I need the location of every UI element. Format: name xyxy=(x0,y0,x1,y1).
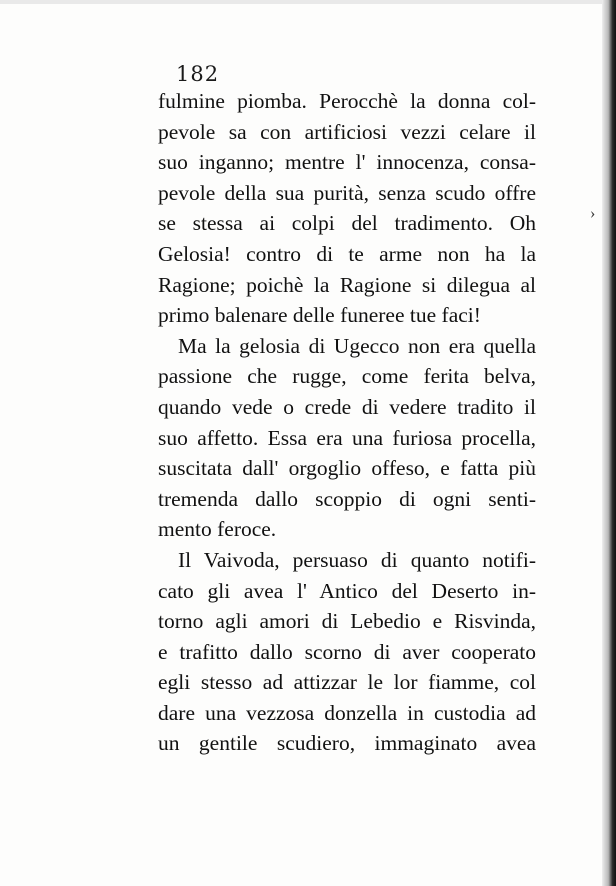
text-line-22: un gentile scudiero, immaginato avea xyxy=(158,731,536,756)
text-line-21: dare una vezzosa donzella in custodia ad xyxy=(158,700,536,725)
text-line-7: Ragione; poichè la Ragione si dilegua al xyxy=(158,272,536,297)
text-line-2: pevole sa con artificiosi vezzi celare il xyxy=(158,119,536,144)
text-line-1: fulmine piomba. Perocchè la donna col- xyxy=(158,89,536,113)
text-line-14: tremenda dallo scoppio di ogni senti- xyxy=(158,486,536,511)
page-top-edge xyxy=(0,0,616,4)
text-line-4: pevole della sua purità, senza scudo offre xyxy=(158,180,536,205)
text-line-16: Il Vaivoda, persuaso di quanto notifi- xyxy=(178,547,536,572)
text-line-12: suo affetto. Essa era una furiosa procella, xyxy=(158,425,536,450)
body-text xyxy=(158,86,536,759)
page-number: 182 xyxy=(176,62,220,86)
text-line-6: Gelosia! contro di te arme non ha la xyxy=(158,241,536,266)
text-line-18: torno agli amori di Lebedio e Risvinda, xyxy=(158,609,536,634)
text-line-10: passione che rugge, come ferita belva, xyxy=(158,364,536,389)
text-line-13: suscitata dall' orgoglio offeso, e fatta più xyxy=(158,456,536,481)
text-line-11: quando vede o crede di vedere tradito il xyxy=(158,394,536,419)
book-spine-shadow xyxy=(602,0,616,886)
text-line-15: mento feroce. xyxy=(158,517,277,542)
margin-mark: › xyxy=(590,205,596,222)
text-line-8: primo balenare delle funeree tue faci! xyxy=(158,303,481,328)
text-line-3: suo inganno; mentre l' innocenza, consa- xyxy=(158,150,536,175)
text-line-9: Ma la gelosia di Ugecco non era quella xyxy=(178,333,536,358)
text-line-20: egli stesso ad attizzar le lor fiamme, col xyxy=(158,670,536,695)
text-line-19: e trafitto dallo scorno di aver cooperato xyxy=(158,639,536,664)
text-line-17: cato gli avea l' Antico del Deserto in- xyxy=(158,578,536,603)
text-line-5: se stessa ai colpi del tradimento. Oh xyxy=(158,211,536,236)
